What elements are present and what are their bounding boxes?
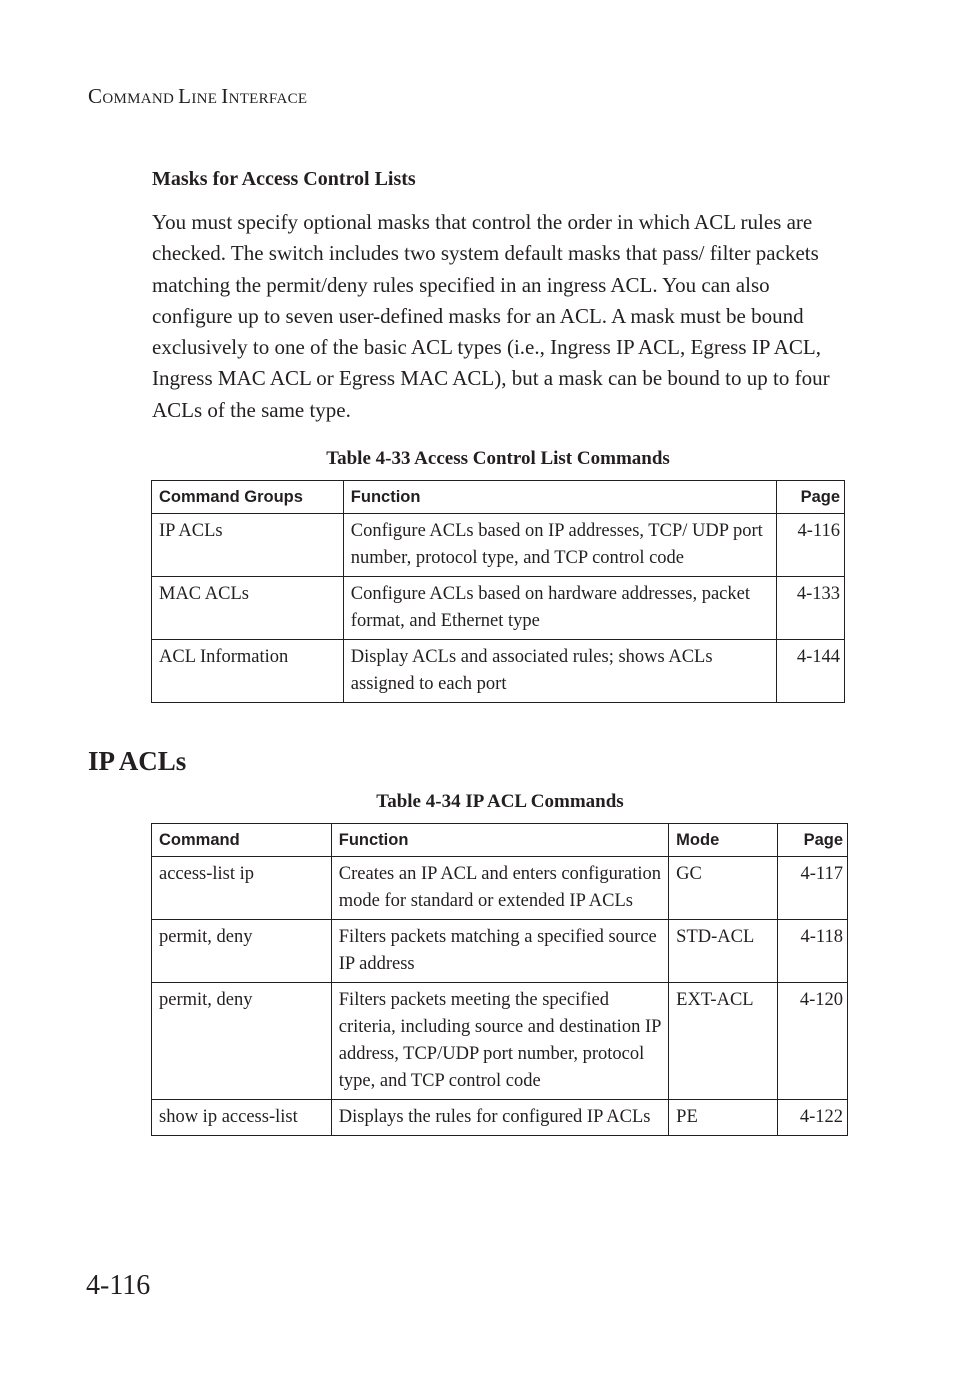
table-cell: 4-144 bbox=[777, 640, 845, 703]
table-cell: Configure ACLs based on hardware addresses, packet format, and Ethernet type bbox=[343, 577, 776, 640]
table-cell: permit, deny bbox=[152, 920, 332, 983]
table-33-caption: Table 4-33 Access Control List Commands bbox=[326, 448, 670, 469]
table-cell: PE bbox=[669, 1100, 778, 1136]
table-cell: ACL Information bbox=[152, 640, 344, 703]
table-cell: permit, deny bbox=[152, 983, 332, 1100]
table-cell: show ip access-list bbox=[152, 1100, 332, 1136]
table-34-caption: Table 4-34 IP ACL Commands bbox=[376, 791, 624, 812]
table-cell: Configure ACLs based on IP addresses, TCP/ UDP port number, protocol type, and TCP control code bbox=[343, 514, 776, 577]
table-header-row bbox=[152, 824, 848, 857]
table-33 bbox=[151, 480, 845, 703]
running-header bbox=[88, 84, 307, 109]
column-header: Command Groups bbox=[152, 481, 344, 514]
ip-acls-heading: IP ACLs bbox=[88, 746, 187, 776]
table-cell: 4-116 bbox=[777, 514, 845, 577]
running-header-word-3: INTERFACE bbox=[221, 84, 308, 108]
table-cell: STD-ACL bbox=[669, 920, 778, 983]
table-cell: 4-122 bbox=[778, 1100, 848, 1136]
table-row bbox=[152, 577, 845, 640]
table-cell: GC bbox=[669, 857, 778, 920]
column-header: Page bbox=[778, 824, 848, 857]
table-row bbox=[152, 514, 845, 577]
section-title: Masks for Access Control Lists bbox=[152, 168, 416, 190]
table-cell: 4-117 bbox=[778, 857, 848, 920]
table-cell: IP ACLs bbox=[152, 514, 344, 577]
table-cell: MAC ACLs bbox=[152, 577, 344, 640]
table-row bbox=[152, 920, 848, 983]
table-cell: access-list ip bbox=[152, 857, 332, 920]
table-row bbox=[152, 640, 845, 703]
table-cell: Creates an IP ACL and enters configuration mode for standard or extended IP ACLs bbox=[331, 857, 668, 920]
table-cell: 4-120 bbox=[778, 983, 848, 1100]
column-header: Function bbox=[343, 481, 776, 514]
table-row bbox=[152, 857, 848, 920]
running-header-word-2: LINE bbox=[178, 84, 222, 108]
page-number: 4-116 bbox=[86, 1270, 151, 1301]
table-34 bbox=[151, 823, 848, 1136]
column-header: Function bbox=[331, 824, 668, 857]
column-header: Page bbox=[777, 481, 845, 514]
table-cell: 4-118 bbox=[778, 920, 848, 983]
table-cell: Displays the rules for configured IP ACLs bbox=[331, 1100, 668, 1136]
table-row bbox=[152, 983, 848, 1100]
table-cell: 4-133 bbox=[777, 577, 845, 640]
table-cell: Filters packets matching a specified source IP address bbox=[331, 920, 668, 983]
table-cell: EXT-ACL bbox=[669, 983, 778, 1100]
table-row bbox=[152, 1100, 848, 1136]
table-cell: Display ACLs and associated rules; shows ACLs assigned to each port bbox=[343, 640, 776, 703]
table-header-row bbox=[152, 481, 845, 514]
body-paragraph: You must specify optional masks that control the order in which ACL rules are checked. The switch includes two system default masks that pass/ filter packets matching the permit/deny rules specified in an ingress ACL. You can also configure up to seven user-defined masks for an ACL. A mask must be bound exclusively to one of the basic ACL types (i.e., Ingress IP ACL, Egress IP ACL, Ingress MAC ACL or Egress MAC ACL), but a mask can be bound to up to four ACLs of the same type. bbox=[152, 210, 830, 422]
column-header: Mode bbox=[669, 824, 778, 857]
running-header-word-1: COMMAND bbox=[88, 84, 179, 108]
table-cell: Filters packets meeting the specified criteria, including source and destination IP address, TCP/UDP port number, protocol type, and TCP control code bbox=[331, 983, 668, 1100]
column-header: Command bbox=[152, 824, 332, 857]
